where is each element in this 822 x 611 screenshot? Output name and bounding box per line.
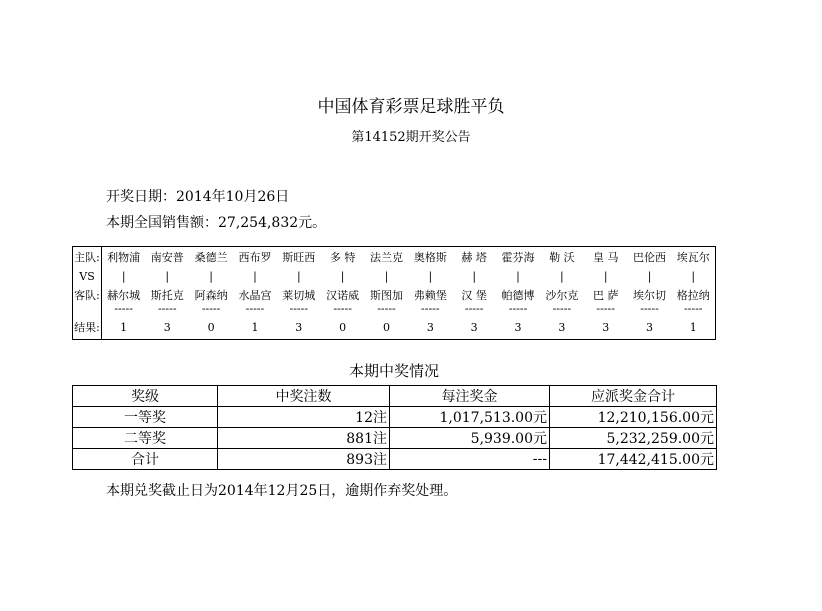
dash-separator: ----- xyxy=(596,305,615,315)
home-team: 勒 沃 xyxy=(549,251,575,264)
away-team: 格拉纳 xyxy=(676,289,710,302)
away-team: 汉 堡 xyxy=(461,289,487,302)
prize-row-total xyxy=(73,449,717,470)
home-team: 西布罗 xyxy=(238,251,272,264)
home-team: 桑德兰 xyxy=(194,251,228,264)
prize-row-second xyxy=(73,428,717,449)
vs-separator: | xyxy=(516,269,520,283)
home-team: 斯旺西 xyxy=(282,251,316,264)
away-team: 巴 萨 xyxy=(592,289,619,302)
sales-amount: 本期全国销售额：27,254,832元。 xyxy=(106,215,327,231)
away-team: 沙尔克 xyxy=(545,289,579,302)
header-total: 应派奖金合计 xyxy=(550,386,717,407)
vs-separator: | xyxy=(384,269,389,283)
away-team: 汉诺威 xyxy=(326,289,360,302)
home-team: 皇 马 xyxy=(592,251,619,264)
away-team: 阿森纳 xyxy=(194,289,228,302)
match-result: 3 xyxy=(514,320,522,334)
prize-count: 893注 xyxy=(218,449,390,470)
prize-level: 合计 xyxy=(73,449,218,470)
dash-label-cell xyxy=(73,305,102,315)
prize-row-first xyxy=(73,407,717,428)
match-result: 0 xyxy=(382,320,390,334)
match-result: 1 xyxy=(689,320,697,334)
away-team: 赫尔城 xyxy=(107,289,141,302)
dash-separator: ----- xyxy=(508,305,528,315)
match-result: 3 xyxy=(163,320,171,334)
result-label: 结果: xyxy=(73,315,102,340)
prize-each: --- xyxy=(390,449,550,470)
vs-separator: | xyxy=(428,269,433,283)
prize-count: 881注 xyxy=(218,428,390,449)
document-subtitle: 第14152期开奖公告 xyxy=(351,130,471,145)
home-team: 赫 塔 xyxy=(461,251,487,264)
match-result: 3 xyxy=(646,320,654,334)
dash-separator: ----- xyxy=(552,305,572,315)
vs-separator: | xyxy=(603,269,608,283)
away-team: 莱切城 xyxy=(282,289,316,302)
home-team: 埃瓦尔 xyxy=(676,251,710,264)
home-team: 巴伦西 xyxy=(633,251,667,264)
dash-separator: ----- xyxy=(333,305,352,315)
prize-each: 5,939.00元 xyxy=(390,428,550,449)
dash-separator: ----- xyxy=(464,305,484,315)
dash-separator: ----- xyxy=(201,305,221,315)
prize-heading: 本期中奖情况 xyxy=(348,362,439,380)
match-result: 0 xyxy=(339,320,347,334)
away-team-row xyxy=(73,285,716,305)
home-team: 利物浦 xyxy=(107,251,141,264)
home-team: 南安普 xyxy=(150,251,184,264)
vs-label: VS xyxy=(73,267,102,285)
match-result: 3 xyxy=(426,320,434,334)
dash-separator: ----- xyxy=(114,305,133,315)
away-team: 弗赖堡 xyxy=(413,289,447,302)
home-label: 主队: xyxy=(73,247,102,268)
dash-separator: ----- xyxy=(421,305,440,315)
prize-table xyxy=(72,385,717,470)
vs-separator: | xyxy=(253,269,257,283)
match-results-table xyxy=(72,246,716,340)
match-result: 3 xyxy=(558,320,566,334)
away-team: 帕德博 xyxy=(501,289,535,302)
vs-separator: | xyxy=(560,269,564,283)
header-level: 奖级 xyxy=(73,386,218,407)
away-team: 斯托克 xyxy=(150,289,184,302)
dash-separator: ----- xyxy=(640,305,659,315)
home-team-row xyxy=(73,247,716,268)
match-result: 3 xyxy=(602,320,610,334)
away-team: 水晶宫 xyxy=(238,289,272,302)
redeem-deadline: 本期兑奖截止日为2014年12月25日，逾期作弃奖处理。 xyxy=(106,483,458,499)
dash-separator: ----- xyxy=(289,305,309,315)
match-result: 3 xyxy=(295,320,303,334)
away-label: 客队: xyxy=(73,285,102,305)
match-result: 0 xyxy=(207,320,215,334)
vs-separator: | xyxy=(165,269,170,283)
home-team: 霍芬海 xyxy=(501,251,535,264)
vs-separator: | xyxy=(472,269,477,283)
vs-separator: | xyxy=(647,269,652,283)
home-team: 多 特 xyxy=(329,251,356,264)
prize-level: 一等奖 xyxy=(73,407,218,428)
dash-row xyxy=(73,305,716,315)
dash-separator: ----- xyxy=(683,305,703,315)
dash-separator: ----- xyxy=(157,305,177,315)
vs-separator: | xyxy=(121,269,126,283)
home-team: 奥格斯 xyxy=(413,251,447,264)
vs-separator: | xyxy=(691,269,696,283)
draw-date: 开奖日期：2014年10月26日 xyxy=(106,189,290,205)
vs-separator: | xyxy=(340,269,345,283)
prize-total: 17,442,415.00元 xyxy=(550,449,717,470)
header-count: 中奖注数 xyxy=(218,386,390,407)
prize-count: 12注 xyxy=(218,407,390,428)
vs-row xyxy=(73,267,716,285)
vs-separator: | xyxy=(296,269,301,283)
away-team: 斯图加 xyxy=(369,289,403,302)
away-team: 埃尔切 xyxy=(633,289,667,302)
result-row xyxy=(73,315,716,340)
prize-level: 二等奖 xyxy=(73,428,218,449)
match-result: 3 xyxy=(470,320,478,334)
home-team: 法兰克 xyxy=(369,251,403,264)
prize-total: 12,210,156.00元 xyxy=(550,407,717,428)
vs-separator: | xyxy=(209,269,213,283)
prize-header-row xyxy=(73,386,717,407)
document-title: 中国体育彩票足球胜平负 xyxy=(317,97,505,117)
dash-separator: ----- xyxy=(377,305,396,315)
prize-each: 1,017,513.00元 xyxy=(390,407,550,428)
match-result: 1 xyxy=(120,320,128,334)
dash-separator: ----- xyxy=(245,305,265,315)
match-result: 1 xyxy=(251,320,259,334)
prize-total: 5,232,259.00元 xyxy=(550,428,717,449)
header-each: 每注奖金 xyxy=(390,386,550,407)
